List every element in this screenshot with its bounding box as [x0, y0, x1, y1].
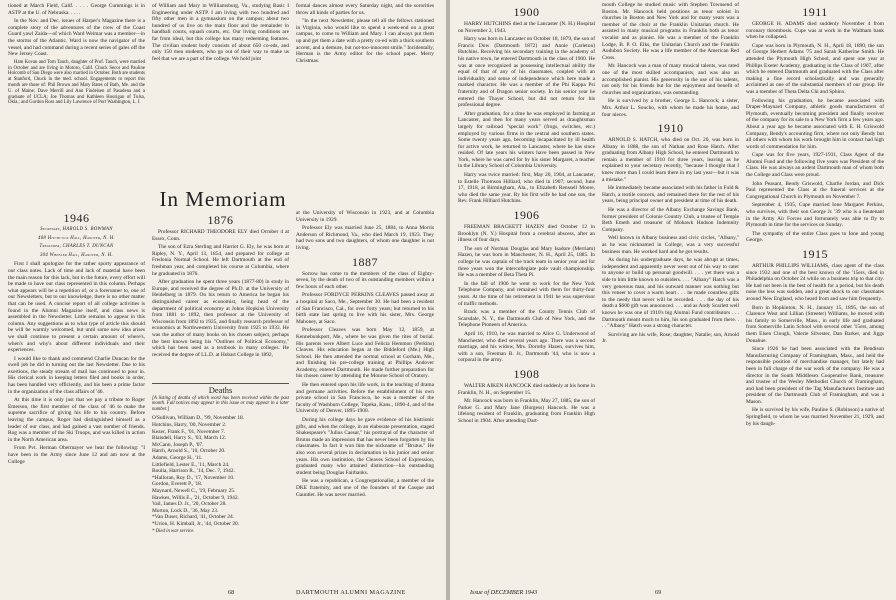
death-entry: Maynard, Newell C., '19, February 25. [152, 487, 236, 494]
death-entry: Adams, George H., '11. [152, 454, 203, 461]
secretary-address: 408 Hitchcock Hall, Hanover, N. H. [38, 235, 115, 241]
left-col3-top [296, 3, 434, 185]
class-1876-column [152, 210, 289, 378]
paragraph: He was a director of the Albany Exchange Savings Bank, former president of Colonie Country Club, a trustee of Temple Beth Emeth and treasurer of Mohawk Hudson Indemnity Company. [602, 207, 739, 233]
paragraph: Following his graduation, he became associated with Draper-Maynard Company, athletic goods manufacturers of Plymouth, eventually becoming president and finally receiver of the company for its sale to a New York firm a few years ago. About a year ago he became associated with E. H. Griswold Company, Bendy's accounting firm, where not only Bendy but all others with whom his work brought him in contact had high words of commendation for him. [746, 97, 884, 150]
paragraph: Born in Hopkinton, N. H., January 15, 1895, the son of Clarence West and Lillian (Streeter) Williams, he moved with his family to Somerville, Mass., in early life and graduated from Somerville Latin School with several other '15ers, among them Elsen Clough, Valerie Silvester, Dan Barker, and Jiggs Donahue. [746, 304, 884, 344]
paragraph: The son of Ezra Sterling and Harriet G. Ely, he was born at Ripley, N. Y., April 13, 1854, and prepared for college at Fredonia Normal School. He left Dartmouth at the end of freshman year, and completed his course at Columbia, where he graduated in 1876. [152, 244, 289, 277]
paragraph: In the Nov. and Dec. issues of Harper's Magazine there is a complete story of the adventures of the crew of the Coast Guard yawl Zaida—of which Ward Weimar was a member—in the storms of the Atlantic. Ward is now the navigator of the vessel, and had command during a recent series of gales off the New Jersey Coast. [8, 18, 145, 58]
paragraph: September 4, 1935, Cupe married Ione Margaret Perkins, who survives, with their son George Jr. '39 who is a lieutenant in the Army Air Forces and fortunately was able to fly to Plymouth in time for the services on Sunday. [746, 202, 884, 229]
paragraph: I would like to thank and commend Charlie Duncan for the swell job he did in turning out the last Newsletter. Due to his exertions, the steady stream of mail has continued to pour in. His clerical work in keeping letters filed and books in order, has been handled very efficiently, and his been a prime factor in the organization of the class affairs of '46. [8, 355, 145, 395]
deaths-column [152, 380, 289, 582]
death-entry: Gordon, Everett P., '18. [152, 481, 203, 488]
class-year-heading: 1887 [352, 254, 378, 269]
paragraph: Brack was a member of the County Tennis Club of Scarsdale, N. Y., the Dartmouth Club of New York, and the Telephone Pioneers of America. [458, 309, 595, 329]
divider [152, 383, 289, 384]
death-entry: Hutchins, Harry, '00, November 2. [152, 421, 227, 428]
right-col3 [746, 2, 884, 582]
paragraph: He is survived by a brother, George L. Hancock; a sister, Mrs. Arthur L. Soucho, with whom he made his home, and four nieces. [602, 98, 739, 118]
paragraph: He was a republican, a Congregationalist, a member of the DKE fraternity, and one of the founders of the Casque and Gauntlet. He was never married. [296, 478, 434, 498]
treasurer-label: Treasurer, [39, 244, 62, 250]
right-col2 [602, 2, 739, 582]
paragraph: Mr. Hancock was born in Franklin, May 27, 1885, the son of Parker G. and Mary Jane (Burgess) Hancock. He was a lifelong resident of Franklin, graduating from Franklin High School in 1904. After attending Dart- [458, 398, 595, 424]
paragraph: The sympathy of the entire Class goes to Ione and young George. [746, 230, 884, 244]
paragraph: tioned at March Field, Calif. . . . . George Cummings is in ASTP at the U. of Nebraska. . . . . [8, 3, 145, 16]
paragraph: During his college days he gave evidence of his histrionic gifts, and when the college, in an elaborate presentation, staged Shakespeare's "Julius Caesar," his portrayal of the character of Brutus made an impression that has never been forgotten by his classmates. In fact it won him the nickname of "Brutus." He also won several prizes in declamation in his junior and senior years. His own institution, the Cleaves School of Expression, graduated many who attained distinction—his outstanding student being Douglas Fairbanks. [296, 417, 434, 476]
paragraph: He immediately became associated with his father in Fuld & Hatch, a textile concern, and remained there for the rest of his years, being principal owner and president at time of his death. [602, 185, 739, 205]
paragraph: Sorrow has come to the members of the class of Eighty-seven, by the death of two of its outstanding members within a few hours of each other. [296, 270, 434, 290]
paragraph: In the fall of 1906 he went to work for the New York Telephone Company, and remained with them for thirty-four years. At the time of his retirement in 1941 he was supervisor of traffic methods. [458, 280, 595, 307]
paragraph: Professor Cleaves was born May 12, 1859, at Kennebunkport, Me., where he was given the rites of burial. His parents were Albert Luce and Felicia Hemmon (Perkins) Cleaves. His education began at the Biddeford (Me.) High School. He then attended the normal school at Gorham, Me., and finishing his pre-college training at Phillips Andover Academy, entered Dartmouth. He made further preparation for his chosen career by attending the Monroe School of Oratory. [296, 327, 434, 380]
paragraph: mouth College he studied music with Stephen Townsend of Boston. Mr. Hancock held positions as tenor soloist in churches in Boston and New York and for many years was a member of the choir at the Franklin Unitarian church. He assisted in many musical programs in Franklin both as tenor vocalist and as pianist. He was a member of the Franklin Lodge, B. P. O. Elks, the Unitarian Church and the Franklin Audubon Society. He was a life member of the American Red Cross. [602, 2, 739, 61]
paragraph: of William and Mary in Williamsburg, Va., studying Basic I Engineering under ASTP. I am living with two hundred and fifty other men in a gymnasium on the campus; about two hundred of us live on the main floor and the remainder in handball courts, squash courts, etc. Our living conditions are far from ideal, but this college has many redeeming features. The civilian student body consists of about 650 co-eds, and only 150 men students, who go out of their way to make us feel that we are a part of the college. We hold joint [152, 3, 289, 62]
class-1946-column [8, 208, 145, 582]
paragraph: ARTHUR PHILLIPS WILLIAMS, class agent of the class since 1932 and one of the best known of the '15ers, died in Philadelphia on October 24 while on a business trip to that city. He had not been in the best of health for a period, but his death none the less was sudden, and a great shock to our classmates around New England, who heard from and saw him frequently. [746, 263, 884, 302]
treasurer-name: CHARLES T. DUNCAN [62, 244, 114, 250]
deaths-footnote: * Died in war service. [152, 529, 195, 535]
right-page [450, 0, 896, 600]
class-year-heading: 1911 [802, 5, 828, 19]
treasurer-address: 304 Wheeler Hall, Hanover, N. H. [39, 252, 113, 258]
paragraph: ARNOLD S. HATCH, who died on Oct. 20, was born in Albany in 1888, the son of Nathan and Rose Hatch. After graduating from Albany High School, he entered Dartmouth to remain a member of 1910 for three years, leaving as he explained to your secretary recently, "because I thought that I knew more than I could learn there in my last year—but it was a mistake." [602, 137, 739, 183]
paragraph: Professor RICHARD THEODORE ELY died October 4 at Essex, Conn. [152, 229, 289, 242]
paragraph: Harry was twice married: first, May 20, 1904, at Lancaster, to Estelle Thomson Hilliard, who died in 1907; second, June 17, 1918, at Birmingham, Ala., to Elizabeth Renssell Moore, who died the same year. By his first wife he had one son, the Rev. Frank Hilliard Hutchins. [458, 172, 595, 205]
magazine-name: DARTMOUTH ALUMNI MAGAZINE [296, 589, 406, 596]
paragraph: Well known in Albany business and civic circles, "Albany," as he was nicknamed in College, was a very successful business man. He worked hard and he got results. [602, 235, 739, 255]
paragraph: The son of Norman Douglas and Mary Isadore (Merriam) Hazen, he was born in Manchester, N. H., April 25, 1885. In college he was captain of the track team in senior year and for three years won the intercollegiate pole vault championship. He was a member of Beta Theta Pi. [458, 245, 595, 279]
page-number-right: 69 [655, 589, 662, 596]
death-entry: Kezer, Frank F., '01, November 7. [152, 428, 226, 435]
secretary-label: Secretary, [40, 227, 62, 232]
death-entry: Blaisdell, Harry S., '03, March 12. [152, 435, 227, 442]
paragraph: John Peasant, Bendy Griswold, Charlie Jordan, and Dick Paul represented the Class at the funeral services at the Congregational Church in Plymouth on November 7. [746, 180, 884, 200]
death-entry: Hawkes, Willis E., '21, October 9, 1942. [152, 494, 239, 501]
death-entry: *Urion, H. Kimball, Jr., '44, October 20. [152, 520, 240, 527]
class-year-heading: 1946 [63, 211, 90, 225]
paragraph: Cupe was for five years, 1927-1931, Class Agent of the Alumni Fund and the following five years was President of the Class. He was always an ardent Dartmouth man of whom both the College and Class were proud. [746, 152, 884, 179]
paragraph: April 16, 1910, he was married to Alice G. Underwood of Manchester, who died several years ago. There was a second marriage, and his widow, Mrs. Dorothy Hazen, survives him, with a son, Freeman B. Jr., Dartmouth '44, who is now a corporal in the army. [458, 330, 595, 364]
left-col1-top [8, 3, 145, 185]
death-entry: Boulia, Harrison R., '14, Dec. 7, 1942. [152, 468, 235, 475]
paragraph: Cupe was born in Plymouth, N. H., April 18, 1890, the son of George Herbert Adams '75 and Sarah Katherine Smith. He attended the Plymouth High School, and spent one year at Phillips Exeter Academy, graduating in the Class of 1907, after which he entered Dartmouth and graduated with the Class after making a fine record scholastically and was generally acclaimed as one of the substantial members of our group. He was a member of Theta Delta Chi and Sphinx. [746, 42, 884, 95]
death-entry: O'Sullivan, William D., '99, November 18. [152, 415, 245, 422]
secretary-name: HAROLD S. BOWMAN [62, 227, 113, 232]
paragraph: Surviving are his wife, Rose; daughter, Natalie; son, Arnold Jr. [602, 331, 739, 345]
death-entry: McCann, Joseph P., '07. [152, 441, 204, 448]
paragraph: FREEMAN BRACKETT HAZEN died October 12 in Brooklyn (N. Y.) Hospital from a cerebral abscess, after an illness of four days. [458, 224, 595, 244]
class-year-heading: 1908 [513, 366, 540, 381]
paragraph: HARRY HUTCHINS died at the Lancaster (N. H.) Hospital on November 2, 1943. [458, 21, 595, 34]
paragraph: As during his undergraduate days, he was abrupt at times, independent and apparently never went out of his way to cater to anyone or build up personal goodwill. . . . yet there was a side to him little known to outsiders. . . . "Albany" Hatch was a very generous man, and his outward manner was nothing but this veneer to cover a warm heart . . . he made countless gifts to the needy that never will be recorded. . . . the day of his death a $600 gift was announced. . . . and as Andy Scarlett well knows he was one of 1910's big Alumni Fund contributors . . . Dartmouth meant much to him, his son graduated from there. . . . "Albany" Hatch was a strong character. [602, 257, 739, 330]
death-entry: Morton, Lock D., '36, May 23. [152, 507, 219, 514]
right-col1 [458, 2, 595, 582]
class-1887-column [296, 210, 434, 582]
page-number-left: 68 [228, 589, 235, 596]
paragraph: After graduation he spent three years (1877-80) in study in Europe, and received the degree of Ph.D. at the University of Heidelberg in 1879. On his return to America he began his distinguished career as economist, being head of the department of political economy at Johns Hopkins University from 1881 to 1892, then professor at the University of Wisconsin from 1892 to 1925, and finally research professor of economics at Northwestern University from 1925 to 1933. He was the author of many books on his chosen subject, perhaps the best known being his "Outlines of Political Economy," which has been used as a textbook in many colleges. He received the degree of LL.D. at Hobart College in 1892, [152, 279, 289, 358]
paragraph: Mr. Hancock was a man of many musical talents, was rated one of the most skilled accompanists, and was also an accomplished pianist. His generosity in the use of his talents, not only for his friends but for the enjoyment and benefit of churches and organizations, was outstanding. [602, 63, 739, 96]
paragraph: WALTER AIKEN HANCOCK died suddenly at his home in Franklin, N. H., on September 15. [458, 382, 595, 396]
deaths-note: [A listing of deaths of which word has been received within the past month. Full notices may appear in this issue or may appear in a later number.] [152, 395, 289, 412]
death-entry: Littlefield, Lester E., '11, March 24. [152, 461, 230, 468]
paragraph: Professor FORDYCE PERKINS CLEAVES passed away at a hospital at Saco, Me., September 30. He had been a resident of San Francisco, Cal., for over forty years; but returned to his birth state last spring to live with his sister, Mrs. George Mahoney, at Saco. [296, 292, 434, 325]
class-year-heading: 1915 [802, 247, 828, 261]
class-year-heading: 1906 [513, 208, 540, 223]
paragraph: Professor Ely was married June 25, 1884, to Anna Morris Anderson of Richmond, Va., who died March 19, 1923. They had two sons and two daughters, of whom one daughter is not living. [296, 225, 434, 251]
death-entry: *Van Duser, Richard, '41, October 24. [152, 514, 235, 521]
paragraph: Harry was born in Lancaster on October 18, 1879, the son of Francis Dow (Dartmouth 1872) and Annie (Carleton) Hutchins. Receiving his secondary training in the academy of his native town, he entered Dartmouth in the class of 1900. He was at once recognized as possessing intellectual ability the equal of that of any of his classmates, coupled with an individuality and sense of independence which here made a marked character. He was a member of the Phi Kappa Psi fraternity and of Dragon senior society. In his senior year he entered the Thayer School, but did not return for his professional degree. [458, 36, 595, 109]
paragraph: From Pvt. Herman Obermayer we hear the following: "I have been in the Army since June 12 and am now at the College [8, 445, 145, 465]
paragraph: GEORGE H. ADAMS died suddenly November 4 from coronary thrombosis. Cupe was at work in the Waltham bank when he collapsed. [746, 21, 884, 41]
death-entry: Hatch, Arnold S., '10, October 20. [152, 448, 226, 455]
deaths-heading: Deaths [208, 385, 233, 395]
paragraph: At this time it is only just that we pay a tribute to Roger Emerson, the first member of the class of '46 to make the supreme sacrifice of giving his life to his country. Before leaving the campus, Roger had distinguished himself as a leader of our class, and had gained a vast number of friends. Rog was a member of the Ski Troops, and was killed in action in the North American area. [8, 397, 145, 443]
in-memoriam-title: In Memoriam [159, 187, 287, 211]
death-entry: Vail, James D. Jr., '20, October 28. [152, 501, 227, 508]
paragraph: "In the next Newsletter, please tell all the fellows stationed in Virginia, who would like to spend a week-end on a great campus, to come to William and Mary. I can always put them up and get them a date with a pretty co-ed with a thick southern accent, and a demure, but not-too-innocent smile." Incidentally, Herman is the Army editor for the school paper. Merry Christmas. [296, 18, 434, 64]
class-year-heading: 1910 [657, 121, 684, 136]
paragraph: at the University of Wisconsin in 1923, and at Columbia University in 1929. [296, 210, 434, 223]
paragraph: formal dances almost every Saturday night, and the sororities throw all kinds of parties for us. [296, 3, 434, 16]
paragraph: He is survived by his wife, Pauline S. (Robinson) a native of Springfield, to whom he was married November 21, 1929, and by his daugh- [746, 407, 884, 427]
paragraph: Ham Kovan and Tom Tauch, daughter of Prof. Tauch, were married in October and are living in Motoro, Calif. Chuck Secor and Pauline Holcomb of San Diego were also married in October. Both are students at Stanford, Chuck in the med. school. Engagements to report this month are those of: Phil Brown and Mary Bates of Bath, Me. and the U. of Maine; Dave Merrill and Ann Findeisen of Pasadena and a graduate of UCLA; Joe Thomas and Kathleen Hourigan of Tulsa, Okla.; and Gordon Ross and Lily Lawrence of Port Washington, L. I. [8, 59, 145, 106]
paragraph: First I shall apologize for the rather sporty appearance of our class notes. Lack of time and lack of material have been the main reason for this lack, but in the future, every effort will be made to have our class represented in this column. Perhaps what appears will be a repetition of, or a forerunner to, one of our Newsletters, but to our knowledge, there is no other matter that can be used. A concise report of all college activities is found in the Alumni Magazine itself, and class news is assembled in the Newsletter. Little remains to appear in this column. Any suggestions as to what type of article this should be will be warmly welcomed, but until some new idea arises we shall continue to present a certain amount of where's, when's and why's about different individuals and their experiences. [8, 261, 145, 354]
class-year-heading: 1876 [207, 213, 234, 227]
paragraph: Since 1926 he had been associated with the Bendison Manufacturing Company of Framingham, Mass., and held the responsible position of merchandise manager, but lately had been in full charge of the war work of the company. He was a director in the South Middlesex Cooperative Bank, treasurer and trustee of the Wesley Methodist Church of Framingham, and had been president of the Tag Manufacturers Institute and president of the Dartmouth Club of Framingham, and was a Mason. [746, 346, 884, 405]
left-col2-top [152, 3, 289, 185]
left-page [0, 0, 446, 600]
death-entry: *Halloran, Roy D., '17, November 10. [152, 474, 235, 481]
issue-date: Issue of DECEMBER 1943 [470, 589, 538, 596]
class-year-heading: 1900 [513, 5, 540, 19]
paragraph: After graduation, for a time he was employed in farming at Lancaster, and then for many years served as draughtsman largely for railroad "special work" (frogs, switches, etc.) employed by various firms in the central and southern states. Some twenty years ago, becoming incapacitated by ill health for active work, he returned to Lancaster, where he has since resided. Of late years his winters have been passed in New York, where he was cared for by his sister Margaret, a teacher in the Library School of Columbia University. [458, 110, 595, 170]
paragraph: He then entered upon his life work, in the teaching of drama and germane activities. Before the establishment of his own private school in San Francisco, he was a member of the faculty of Washburn College, Topeka, Kans., 1890-4, and of the University of Denver, 1895-1900. [296, 382, 434, 415]
